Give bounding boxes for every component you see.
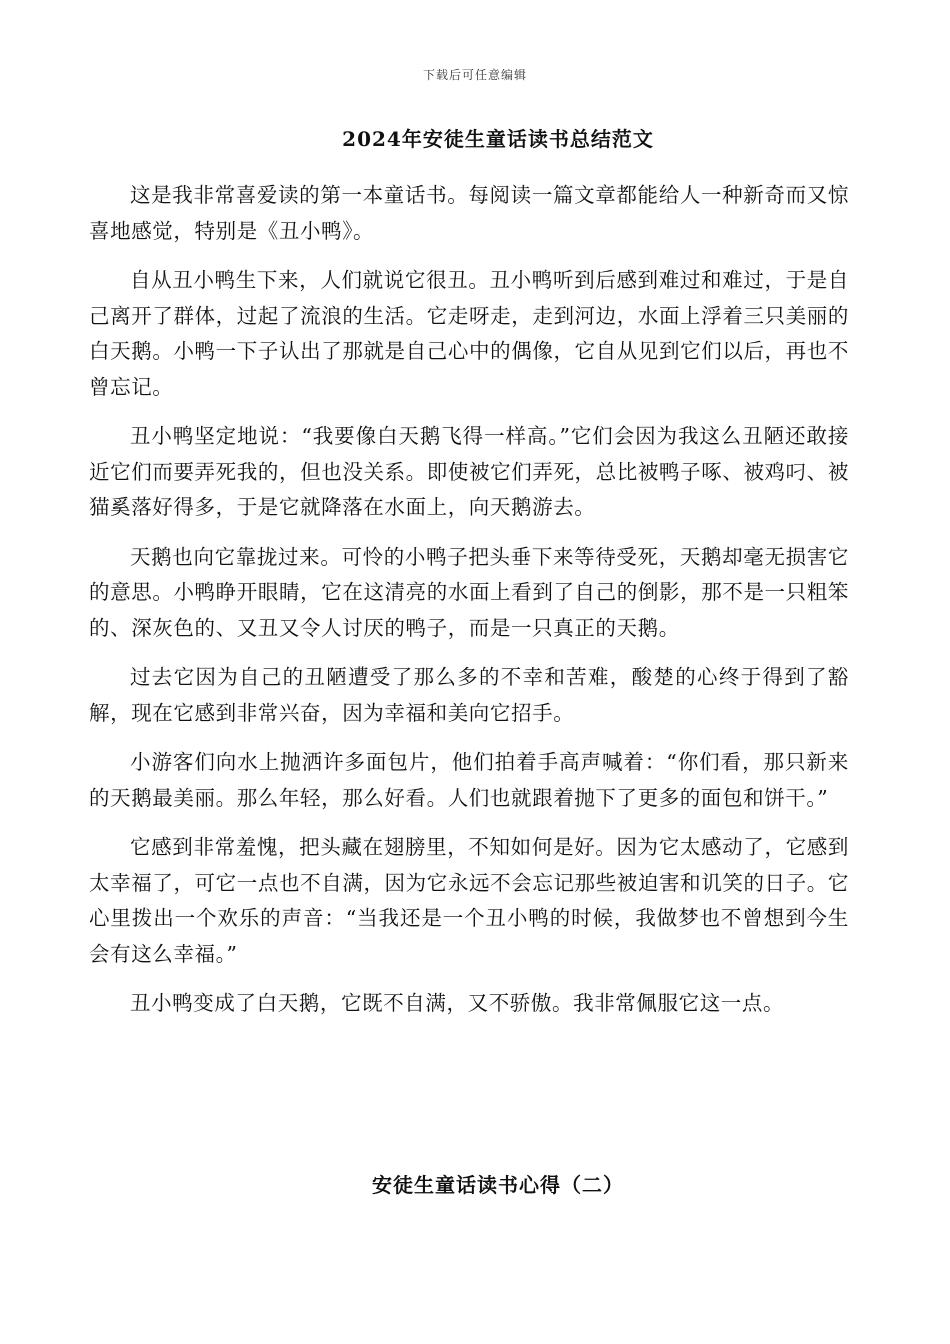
section-subtitle: 安徒生童话读书心得（二） [372,1173,624,1197]
paragraph: 过去它因为自己的丑陋遭受了那么多的不幸和苦难，酸楚的心终于得到了豁解，现在它感到非常兴奋，因为幸福和美向它招手。 [89,665,849,725]
paragraph: 丑小鸭坚定地说：“我要像白天鹅飞得一样高。”它们会因为我这么丑陋还敢接近它们而要弄死我的，但也没关系。即使被它们弄死，总比被鸭子啄、被鸡叼、被猫奚落好得多，于是它就降落在水面上，向天鹅游去。 [89,424,849,519]
paragraph: 它感到非常羞愧，把头藏在翅膀里，不知如何是好。因为它太感动了，它感到太幸福了，可它一点也不自满，因为它永远不会忘记那些被迫害和讥笑的日子。它心里拨出一个欢乐的声音：“当我还是一个丑小鸭的时候，我做梦也不曾想到今生会有这么幸福。” [89,835,849,966]
paragraph: 天鹅也向它靠拢过来。可怜的小鸭子把头垂下来等待受死，天鹅却毫无损害它的意思。小鸭睁开眼睛，它在这清亮的水面上看到了自己的倒影，那不是一只粗笨的、深灰色的、又丑又令人讨厌的鸭子，而是一只真正的天鹅。 [89,544,849,640]
paragraph: 小游客们向水上抛洒许多面包片，他们拍着手高声喊着：“你们看，那只新来的天鹅最美丽。那么年轻，那么好看。人们也就跟着抛下了更多的面包和饼干。” [89,750,849,810]
document-title: 2024年安徒生童话读书总结范文 [342,127,654,151]
paragraph: 丑小鸭变成了白天鹅，它既不自满，又不骄傲。我非常佩服它这一点。 [130,991,785,1015]
header-note: 下载后可任意编辑 [422,68,527,82]
paragraph: 这是我非常喜爱读的第一本童话书。每阅读一篇文章都能给人一种新奇而又惊喜地感觉，特别是《丑小鸭》。 [89,183,849,243]
paragraph: 自从丑小鸭生下来，人们就说它很丑。丑小鸭听到后感到难过和难过，于是自己离开了群体，过起了流浪的生活。它走呀走，走到河边，水面上浮着三只美丽的白天鹅。小鸭一下子认出了那就是自己心中的偶像，它自从见到它们以后，再也不曾忘记。 [89,268,849,399]
document-body [89,178,849,1036]
